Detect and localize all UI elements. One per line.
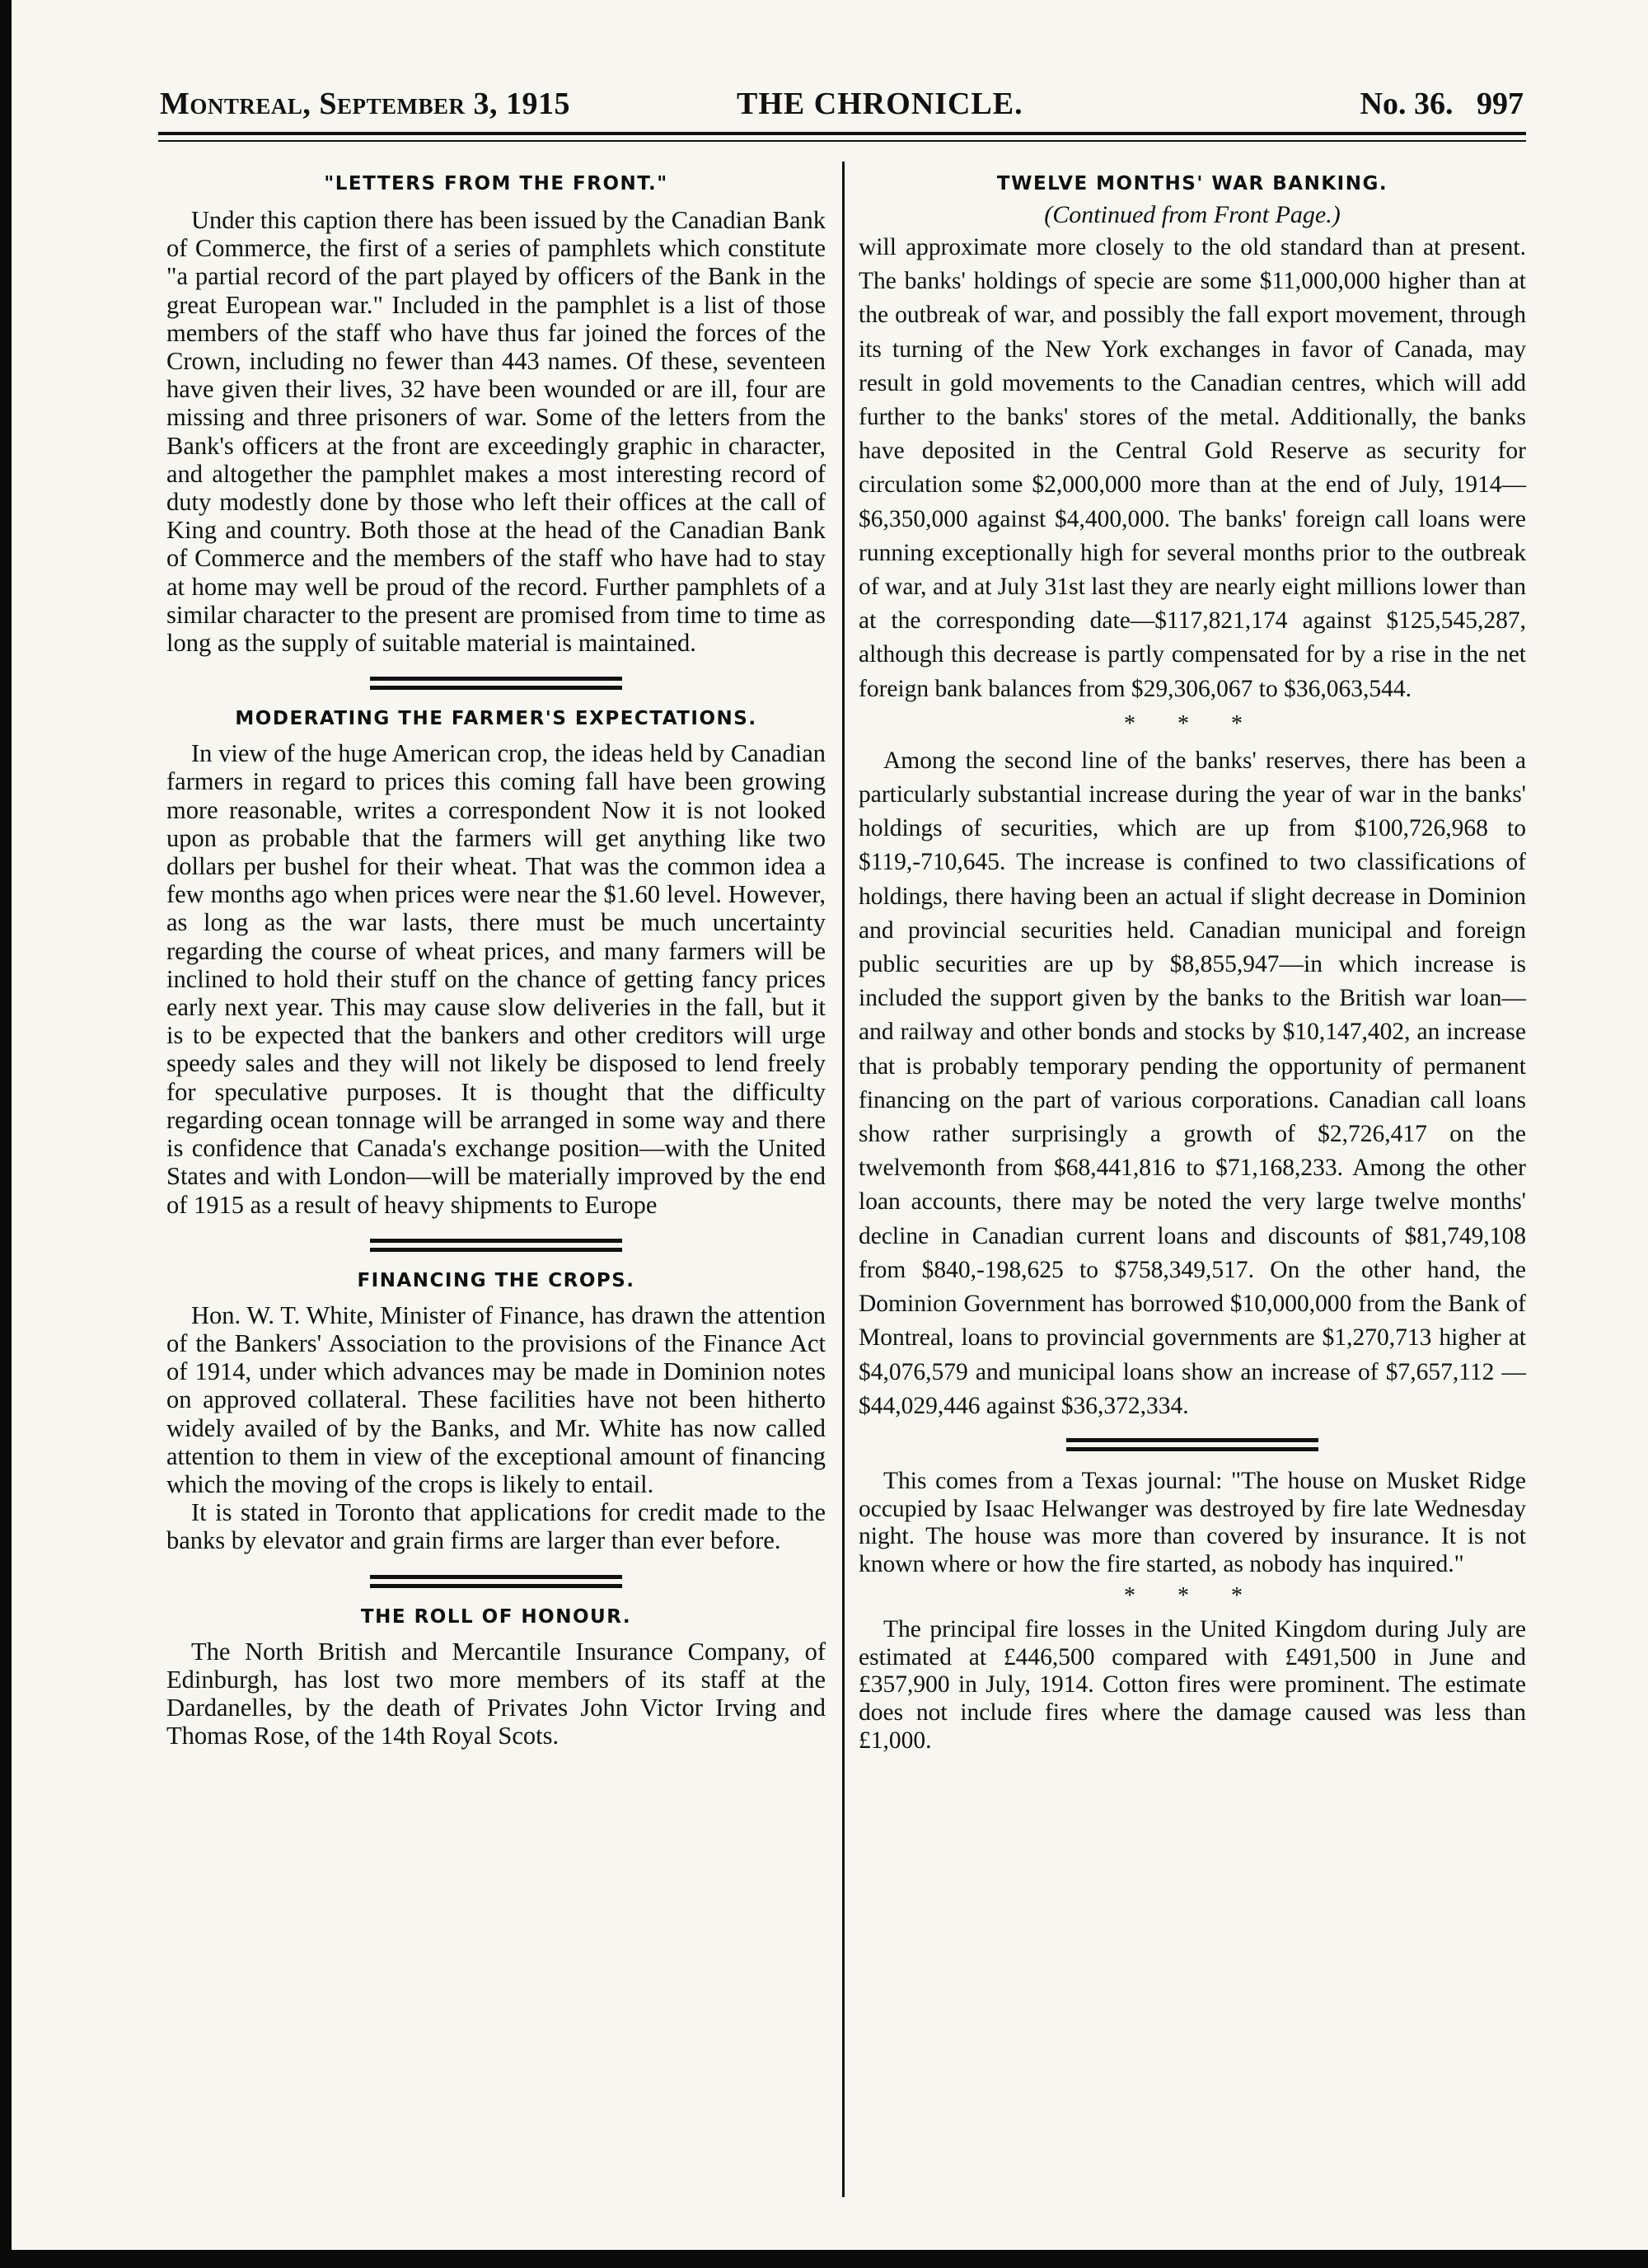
section-divider — [370, 1239, 622, 1252]
article-body-letters: Under this caption there has been issued by the Canadian Bank of Commerce, the first of a series of pamphlets which constitute "a partial record of the part played by officers of the Bank in the great European war." Included in the pamphlet is a list of those members of the staff who have thus far joined the forces of the Crown, including no fewer than 443 names. Of these, seventeen have given their lives, 32 have been wounded or are ill, four are missing and three prisoners of war. Some of the letters from the Bank's officers at the front are exceedingly graphic in character, and altogether the pamphlet makes a most interesting record of duty modestly done by those who left their offices at the call of King and country. Both those at the head of the Canadian Bank of Commerce and the members of the staff who have had to stay at home may well be proud of the record. Further pamphlets of a similar character to the present are promised from time to time as long as the supply of suitable material is maintained. — [166, 206, 826, 658]
asterism-separator: * * * — [1124, 710, 1261, 737]
article-body-banking-2: Among the second line of the banks' reserves, there has been a particularly substantial increase during the year of war in the banks' holdings of securities, which are up from $100,726,968 to $119,-710,645. The increase is confined to two classifications of holdings, there having been an actual if slight decrease in Dominion and provincial securities held. Canadian municipal and foreign public securities are up by $8,855,947—in which increase is included the support given by the banks to the British war loan—and railway and other bonds and stocks by $10,147,402, an increase that is probably temporary pending the opportunity of permanent financing on the part of various corporations. Canadian call loans show rather surprisingly a growth of $2,726,417 on the twelvemonth from $68,441,816 to $71,168,233. Among the other loan accounts, there may be noted the very large twelve months' decline in Canadian current loans and discounts of $81,749,108 from $840,-198,625 to $758,349,517. On the other hand, the Dominion Government has borrowed $10,000,000 from the Bank of Montreal, loans to provincial governments are $1,270,713 higher at $4,076,579 and municipal loans show an increase of $7,657,112 —$44,029,446 against $36,372,334. — [859, 747, 1526, 1419]
header-rule — [158, 132, 1526, 142]
section-divider — [370, 1575, 622, 1588]
left-column — [166, 173, 826, 1750]
article-heading-letters: "LETTERS FROM THE FRONT." — [324, 173, 668, 194]
asterism-separator: * * * — [1124, 1583, 1261, 1610]
page-header — [160, 86, 1524, 129]
newspaper-page — [12, 0, 1648, 2250]
section-divider — [1066, 1438, 1318, 1451]
article-body-fire-losses: The principal fire losses in the United Kingdom during July are estimated at £446,500 compared with £491,500 in June and £357,900 in July, 1914. Cotton fires were prominent. The estimate does not include fires where the damage caused was less than £1,000. — [859, 1616, 1526, 1754]
section-divider — [370, 677, 622, 690]
article-subheading-continued: (Continued from Front Page.) — [1044, 201, 1341, 228]
article-body-banking-1: will approximate more closely to the old standard than at present. The banks' holdings of specie are some $11,000,000 higher than at the outbreak of war, and possibly the fall export movement, through its turning of the New York exchanges in favor of Canada, may result in gold movements to the Canadian centres, which will add further to the banks' stores of the metal. Additionally, the banks have deposited in the Central Gold Reserve as security for circulation some $2,000,000 more than at the end of July, 1914—$6,350,000 against $4,400,000. The banks' foreign call loans were running exceptionally high for several months prior to the outbreak of war, and at July 31st last they are nearly eight millions lower than at the corresponding date—$117,821,174 against $125,545,287, although this decrease is partly compensated for by a rise in the net foreign bank balances from $29,306,067 to $36,063,544. — [859, 234, 1526, 702]
header-title: THE CHRONICLE. — [737, 87, 1023, 121]
article-heading-crops: FINANCING THE CROPS. — [357, 1269, 635, 1291]
article-body-honour: The North British and Mercantile Insurance Company, of Edinburgh, has lost two more members of its staff at the Dardanelles, by the death of Privates John Victor Irving and Thomas Rose, of the 14th Royal Scots. — [166, 1637, 826, 1750]
article-body-crops: Hon. W. T. White, Minister of Finance, has drawn the attention of the Bankers' Association to the provisions of the Finance Act of 1914, under which advances may be made in Dominion notes on approved collateral. These facilities have not been hitherto widely availed of by the Banks, and Mr. White has now called attention to them in view of the exceptional amount of financing which the moving of the crops is likely to entail. — [166, 1300, 826, 1498]
article-body-crops-2: It is stated in Toronto that applications for credit made to the banks by elevator and grain firms are larger than ever before. — [166, 1498, 826, 1555]
right-column — [859, 173, 1526, 1755]
article-heading-farmers: MODERATING THE FARMER'S EXPECTATIONS. — [235, 708, 757, 730]
header-dateline: Montreal, September 3, 1915 — [160, 87, 571, 121]
article-body-farmers: In view of the huge American crop, the ideas held by Canadian farmers in regard to prices this coming fall have been growing more reasonable, writes a correspondent Now it is not looked upon as probable that the farmers will get anything like two dollars per bushel for their wheat. That was the common idea a few months ago when prices were near the $1.60 level. However, as long as the war lasts, there must be much uncertainty regarding the course of wheat prices, and many farmers will be inclined to hold their stuff on the chance of getting fancy prices early next year. This may cause slow deliveries in the fall, but it is to be expected that the bankers and other creditors will urge speedy sales and they will not likely be disposed to lend freely for speculative purposes. It is thought that the difficulty regarding ocean tonnage will be arranged in some way and there is confidence that Canada's exchange position—with the United States and with London—will be materially improved by the end of 1915 as a result of heavy shipments to Europe — [166, 739, 826, 1219]
article-heading-banking: TWELVE MONTHS' WAR BANKING. — [996, 173, 1388, 194]
article-body-texas: This comes from a Texas journal: "The house on Musket Ridge occupied by Isaac Helwanger was destroyed by fire late Wednesday night. The house was more than covered by insurance. It is not known where or how the fire started, as nobody has inquired." — [859, 1467, 1526, 1577]
article-heading-honour: THE ROLL OF HONOUR. — [360, 1605, 632, 1628]
header-page-number: No. 36. 997 — [1360, 87, 1524, 121]
column-divider — [842, 162, 845, 2197]
